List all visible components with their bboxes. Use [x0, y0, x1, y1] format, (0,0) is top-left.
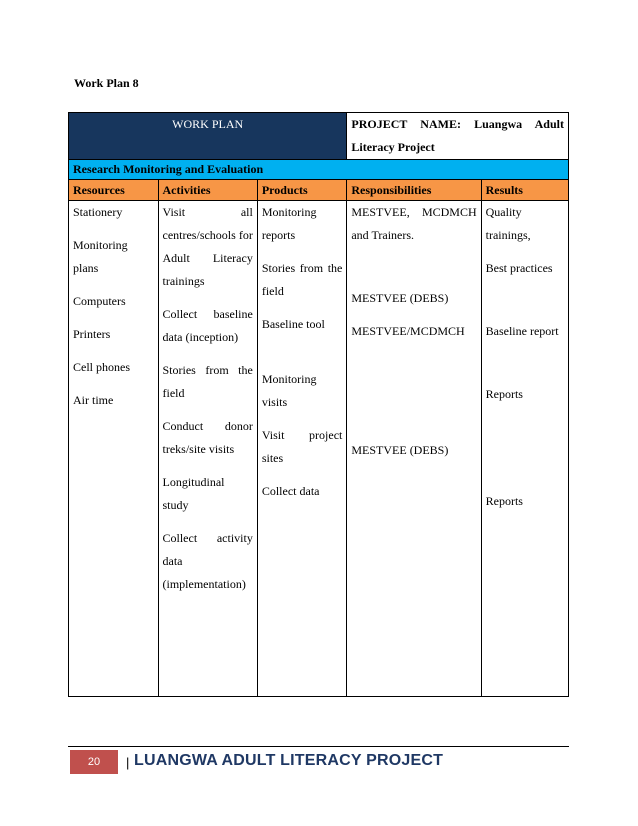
column-header-responsibilities: Responsibilities [347, 180, 481, 201]
responsibility-item: MESTVEE, MCDMCH and Trainers. [351, 205, 477, 242]
result-item: Best practices [485, 261, 553, 275]
resource-item: Air time [73, 393, 114, 407]
result-item: Reports [485, 387, 523, 401]
product-item: Visit project sites [261, 428, 343, 465]
resource-item: Printers [73, 327, 111, 341]
activity-item: Collect baseline data (inception) [162, 307, 253, 344]
result-item: Baseline report [485, 324, 559, 338]
product-item: Baseline tool [261, 317, 325, 331]
responsibilities-cell [347, 201, 481, 697]
resource-item: Computers [73, 294, 126, 308]
footer-separator: | [126, 755, 130, 770]
activity-item: Conduct donor treks/site visits [162, 419, 253, 456]
product-item: Stories from the field [261, 261, 343, 298]
product-item: Monitoring reports [261, 205, 317, 242]
responsibility-item: MESTVEE (DEBS) [351, 291, 449, 305]
product-item: Collect data [261, 484, 320, 498]
results-cell [481, 201, 568, 697]
column-header-resources: Resources [69, 180, 159, 201]
resource-item: Cell phones [73, 360, 130, 374]
resource-item: Stationery [73, 205, 123, 219]
work-plan-header: WORK PLAN [69, 113, 347, 160]
footer-project-title: LUANGWA ADULT LITERACY PROJECT [134, 752, 444, 769]
project-name-header: PROJECT NAME: Luangwa Adult Literacy Project [347, 113, 569, 160]
section-title: Research Monitoring and Evaluation [69, 160, 569, 180]
resource-item: Monitoring plans [73, 238, 128, 275]
column-header-activities: Activities [158, 180, 257, 201]
activities-cell [158, 201, 257, 697]
result-item: Reports [485, 494, 523, 508]
activity-item: Longitudinal study [162, 475, 225, 512]
result-item: Quality trainings, [485, 205, 531, 242]
responsibility-item: MESTVEE (DEBS) [351, 443, 449, 457]
work-plan-table [68, 112, 569, 697]
page-title: Work Plan 8 [74, 76, 139, 90]
product-item: Monitoring visits [261, 372, 317, 409]
page-number: 20 [70, 750, 118, 774]
footer-divider [68, 746, 569, 747]
products-cell [257, 201, 347, 697]
activity-item: Stories from the field [162, 363, 253, 400]
responsibility-item: MESTVEE/MCDMCH [351, 324, 465, 338]
column-header-results: Results [481, 180, 568, 201]
resources-cell [69, 201, 159, 697]
activity-item: Visit all centres/schools for Adult Literacy trainings [162, 205, 253, 288]
activity-item: Collect activity data (implementation) [162, 531, 253, 591]
column-header-products: Products [257, 180, 347, 201]
